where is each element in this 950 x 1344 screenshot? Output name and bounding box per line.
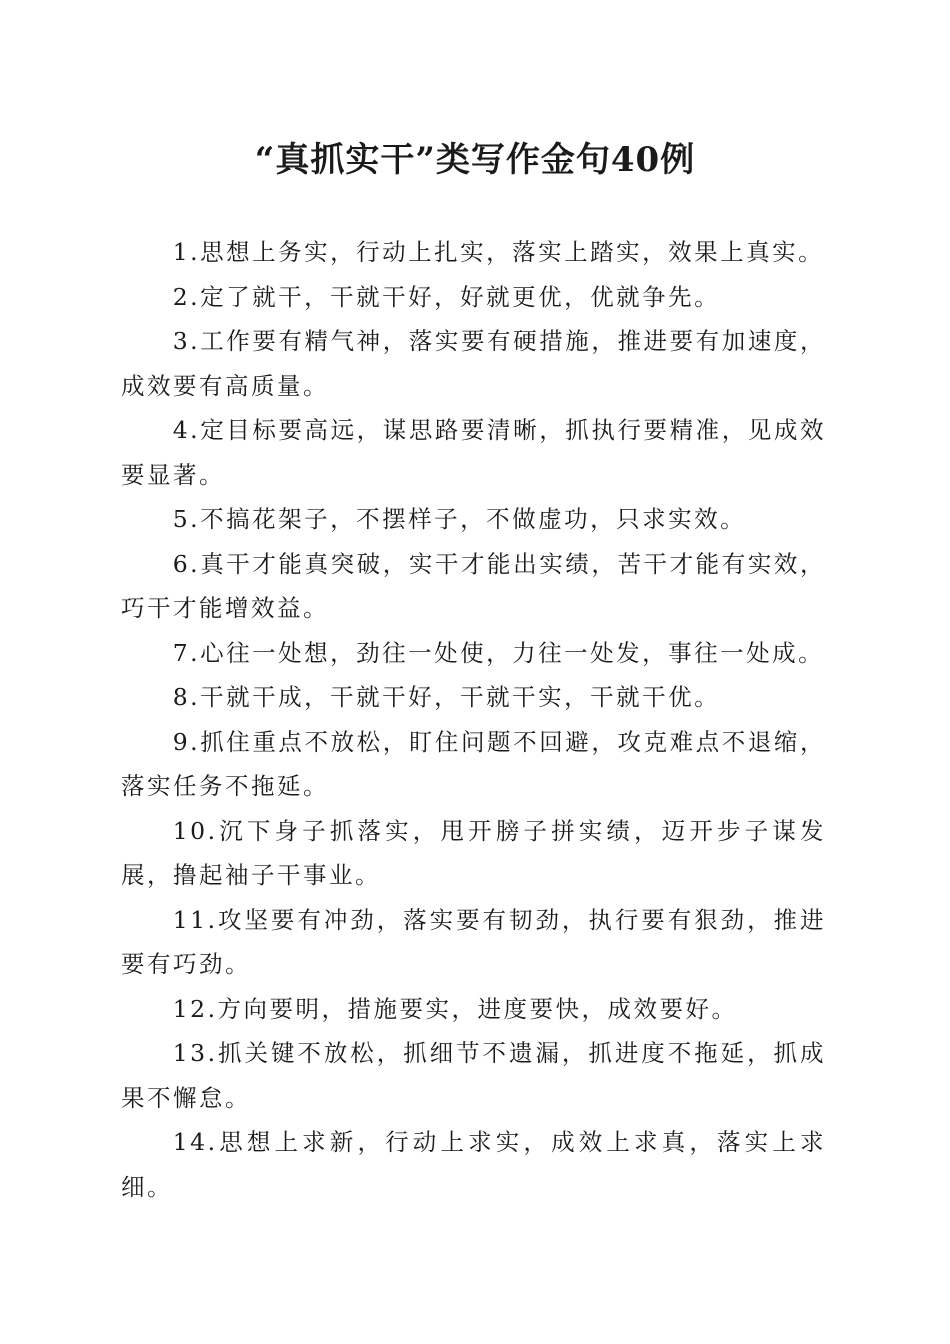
list-item: 5.不搞花架子，不摆样子，不做虚功，只求实效。 <box>172 505 747 533</box>
list-item: 4.定目标要高远，谋思路要清晰，抓执行要精准，见成效要显著。 <box>121 416 826 489</box>
list-item: 12.方向要明，措施要实，进度要快，成效要好。 <box>172 994 738 1023</box>
list-item: 11.攻坚要有冲劲，落实要有韧劲，执行要有狠劲，推进要有巧劲。 <box>121 905 826 978</box>
document-body <box>121 230 826 1209</box>
list-item: 1.思想上务实，行动上扎实，落实上踏实，效果上真实。 <box>172 238 825 266</box>
list-item: 10.沉下身子抓落实，甩开膀子拼实绩，迈开步子谋发展，撸起袖子干事业。 <box>121 816 826 889</box>
list-item: 6.真干才能真突破，实干才能出实绩，苦干才能有实效，巧干才能增效益。 <box>121 549 826 622</box>
list-item: 14.思想上求新，行动上求实，成效上求真，落实上求细。 <box>121 1128 826 1201</box>
list-item: 8.干就干成，干就干好，干就干实，干就干优。 <box>172 683 721 711</box>
list-item: 13.抓关键不放松，抓细节不遗漏，抓进度不拖延，抓成果不懈怠。 <box>121 1039 826 1112</box>
list-item: 3.工作要有精气神，落实要有硬措施，推进要有加速度，成效要有高质量。 <box>121 327 826 400</box>
list-item: 9.抓住重点不放松，盯住问题不回避，攻克难点不退缩，落实任务不拖延。 <box>121 727 826 800</box>
list-item: 7.心往一处想，劲往一处使，力往一处发，事往一处成。 <box>172 638 825 667</box>
list-item: 2.定了就干，干就干好，好就更优，优就争先。 <box>172 282 721 311</box>
document-title: “真抓实干”类写作金句40例 <box>254 140 696 180</box>
